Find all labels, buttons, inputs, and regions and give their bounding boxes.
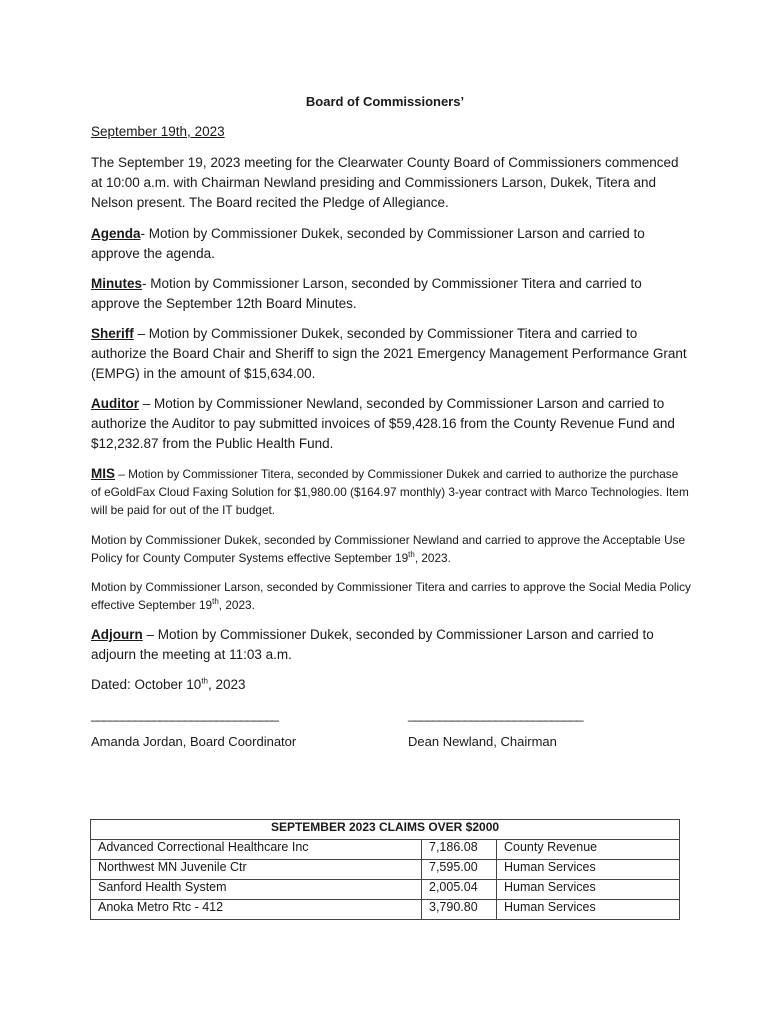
claim-fund: County Revenue xyxy=(497,840,680,860)
dated-line xyxy=(91,675,691,695)
auditor-label: Auditor xyxy=(91,396,139,411)
claim-amount: 3,790.80 xyxy=(422,900,497,920)
sheriff-text: – Motion by Commissioner Dukek, seconded by Commissioner Titera and carried to authorize the Board Chair and Sheriff to sign the 2021 Emergency Management Performance Grant (EMPG) in the amount of $15,634.00. xyxy=(91,326,687,381)
minutes-label: Minutes xyxy=(91,276,143,291)
motion2-text: Motion by Commissioner Larson, seconded by Commissioner Titera and carries to approve the Social Media Policy effective September 19 xyxy=(91,580,691,612)
mis-text: – Motion by Commissioner Titera, seconded by Commissioner Dukek and carried to authorize the purchase of eGoldFax Cloud Faxing Solution for $1,980.00 ($164.97 monthly) 3-year contract with Marco Technologies. Item will be paid for out of the IT budget. xyxy=(91,467,689,517)
table-row xyxy=(91,880,680,900)
claims-header-row xyxy=(91,820,680,840)
minutes-paragraph xyxy=(91,274,691,314)
chairman-name: Dean Newland, Chairman xyxy=(408,734,557,749)
acceptable-use-motion xyxy=(91,531,691,567)
motion1-sup: th xyxy=(408,550,415,560)
table-row xyxy=(91,840,680,860)
document-title: Board of Commissioners’ xyxy=(305,94,465,109)
motion1-text: Motion by Commissioner Dukek, seconded by Commissioner Newland and carried to approve the Acceptable Use Policy for County Computer Systems effective September 19 xyxy=(91,533,686,565)
claim-amount: 7,186.08 xyxy=(422,840,497,860)
dated-sup: th xyxy=(201,676,208,686)
claim-fund: Human Services xyxy=(497,880,680,900)
adjourn-paragraph xyxy=(91,625,691,665)
claim-amount: 2,005.04 xyxy=(422,880,497,900)
sheriff-paragraph xyxy=(91,324,691,384)
claim-vendor: Advanced Correctional Healthcare Inc xyxy=(91,840,422,860)
agenda-paragraph xyxy=(91,224,691,264)
claim-fund: Human Services xyxy=(497,860,680,880)
sheriff-label: Sheriff xyxy=(91,326,134,341)
mis-paragraph xyxy=(91,465,691,519)
agenda-label: Agenda xyxy=(91,226,141,241)
claim-vendor: Sanford Health System xyxy=(91,880,422,900)
claim-amount: 7,595.00 xyxy=(422,860,497,880)
intro-paragraph: The September 19, 2023 meeting for the Clearwater County Board of Commissioners commenced at 10:00 a.m. with Chairman Newland presiding and Commissioners Larson, Dukek, Titera and Nelson present. The Board recited the Pledge of Allegiance. xyxy=(91,155,679,210)
minutes-text: - Motion by Commissioner Larson, seconded by Commissioner Titera and carried to approve the September 12th Board Minutes. xyxy=(91,276,642,311)
claim-fund: Human Services xyxy=(497,900,680,920)
dated-tail: , 2023 xyxy=(208,677,246,692)
auditor-text: – Motion by Commissioner Newland, seconded by Commissioner Larson and carried to authorize the Auditor to pay submitted invoices of $59,428.16 from the County Revenue Fund and $12,232.87 from the Public Health Fund. xyxy=(91,396,675,451)
meeting-date: September 19th, 2023 xyxy=(91,124,225,139)
motion2-sup: th xyxy=(212,597,219,607)
signature-line-right: ____________________________ xyxy=(408,707,583,722)
claims-title: SEPTEMBER 2023 CLAIMS OVER $2000 xyxy=(91,820,680,840)
signature-line-left: ______________________________ xyxy=(91,707,278,722)
coordinator-name: Amanda Jordan, Board Coordinator xyxy=(91,734,297,749)
motion2-tail: , 2023. xyxy=(218,598,255,612)
adjourn-label: Adjourn xyxy=(91,627,143,642)
table-row xyxy=(91,860,680,880)
motion1-tail: , 2023. xyxy=(414,551,451,565)
claim-vendor: Anoka Metro Rtc - 412 xyxy=(91,900,422,920)
agenda-text: - Motion by Commissioner Dukek, seconded by Commissioner Larson and carried to approve the agenda. xyxy=(91,226,645,261)
claim-vendor: Northwest MN Juvenile Ctr xyxy=(91,860,422,880)
mis-label: MIS xyxy=(91,466,116,481)
auditor-paragraph xyxy=(91,394,691,454)
social-media-motion xyxy=(91,578,691,614)
adjourn-text: – Motion by Commissioner Dukek, seconded by Commissioner Larson and carried to adjourn the meeting at 11:03 a.m. xyxy=(91,627,654,662)
claims-table xyxy=(90,819,680,920)
dated-text: Dated: October 10 xyxy=(91,677,202,692)
table-row xyxy=(91,900,680,920)
